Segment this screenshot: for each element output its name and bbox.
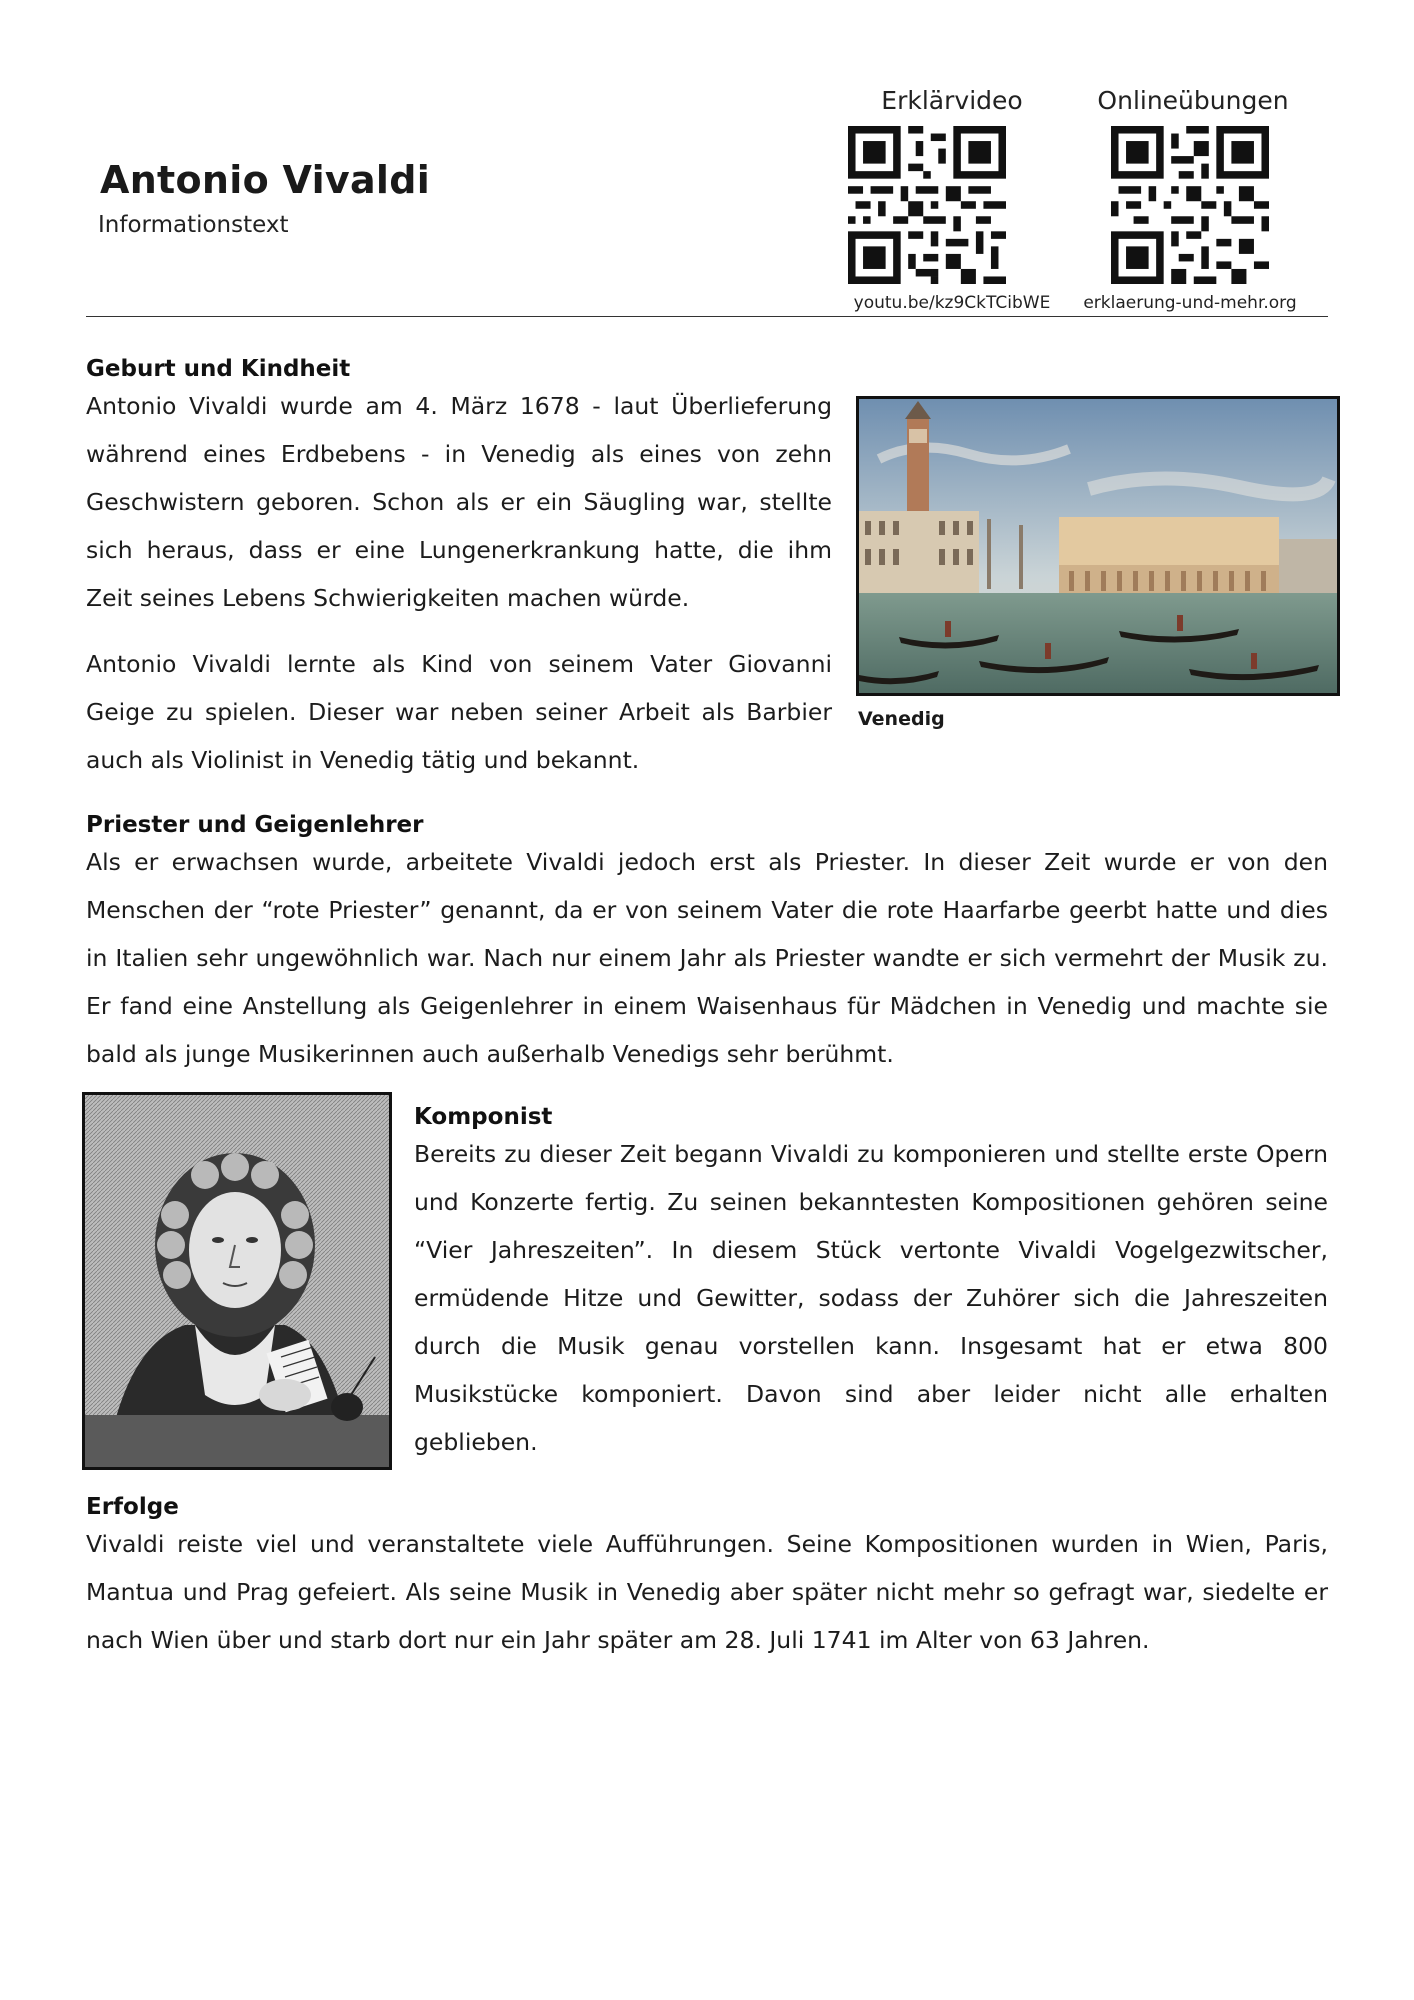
qr-left-url[interactable]: youtu.be/kz9CkTCibWE (853, 293, 1051, 313)
qr-code-icon[interactable] (1111, 126, 1269, 284)
section-heading-erfolge: Erfolge (86, 1494, 179, 1520)
qr-code-icon[interactable] (848, 126, 1006, 284)
header-divider (86, 316, 1328, 317)
section-heading-komponist: Komponist (414, 1104, 553, 1130)
qr-right-url[interactable]: erklaerung-und-mehr.org (1083, 293, 1297, 313)
paragraph-komponist: Bereits zu dieser Zeit begann Vivaldi zu komponieren und stellte erste Opern und Konzerte fertig. Zu seinen bekanntesten Kompositionen gehören seine “Vier Jahreszeiten”. In diesem Stück vertonte Vivaldi Vogelgezwitscher, ermüdende Hitze und Gewitter, sodass der Zuhörer sich die Jahreszeiten durch die Musik genau vorstellen kann. Insgesamt hat er etwa 800 Musikstücke komponiert. Davon sind aber leider nicht alle erhalten geblieben. (414, 1140, 1328, 1456)
section-heading-priester: Priester und Geigenlehrer (86, 812, 424, 838)
page-subtitle: Informationstext (98, 212, 289, 238)
venice-painting-image (856, 396, 1340, 696)
section-heading-geburt: Geburt und Kindheit (86, 356, 351, 382)
paragraph-geburt-2: Antonio Vivaldi lernte als Kind von seinem Vater Giovanni Geige zu spielen. Dieser war neben seiner Arbeit als Barbier auch als Violinist in Venedig tätig und bekannt. (86, 650, 832, 774)
qr-left-label: Erklärvideo (881, 86, 1023, 115)
paragraph-geburt-1: Antonio Vivaldi wurde am 4. März 1678 - laut Überlieferung während eines Erdbebens - in Venedig als eines von zehn Geschwistern geboren. Schon als er ein Säugling war, stellte sich heraus, dass er eine Lungenerkrankung hatte, die ihm Zeit seines Lebens Schwierigkeiten machen würde. (86, 392, 832, 612)
page-title: Antonio Vivaldi (100, 158, 431, 202)
paragraph-erfolge: Vivaldi reiste viel und veranstaltete viele Aufführungen. Seine Kompositionen wurden in Wien, Paris, Mantua und Prag gefeiert. Als seine Musik in Venedig aber später nicht mehr so gefragt war, siedelte er nach Wien über und starb dort nur ein Jahr später am 28. Juli 1741 im Alter von 63 Jahren. (86, 1530, 1328, 1654)
paragraph-priester: Als er erwachsen wurde, arbeitete Vivaldi jedoch erst als Priester. In dieser Zeit wurde er von den Menschen der “rote Priester” genannt, da er von seinem Vater die rote Haarfarbe geerbt hatte und dies in Italien sehr ungewöhnlich war. Nach nur einem Jahr als Priester wandte er sich vermehrt der Musik zu. Er fand eine Anstellung als Geigenlehrer in einem Waisenhaus für Mädchen in Venedig und machte sie bald als junge Musikerinnen auch außerhalb Venedigs sehr berühmt. (86, 848, 1328, 1068)
vivaldi-portrait-image (82, 1092, 392, 1470)
qr-right-label: Onlineübungen (1097, 86, 1289, 115)
image-caption-venedig: Venedig (858, 708, 945, 730)
